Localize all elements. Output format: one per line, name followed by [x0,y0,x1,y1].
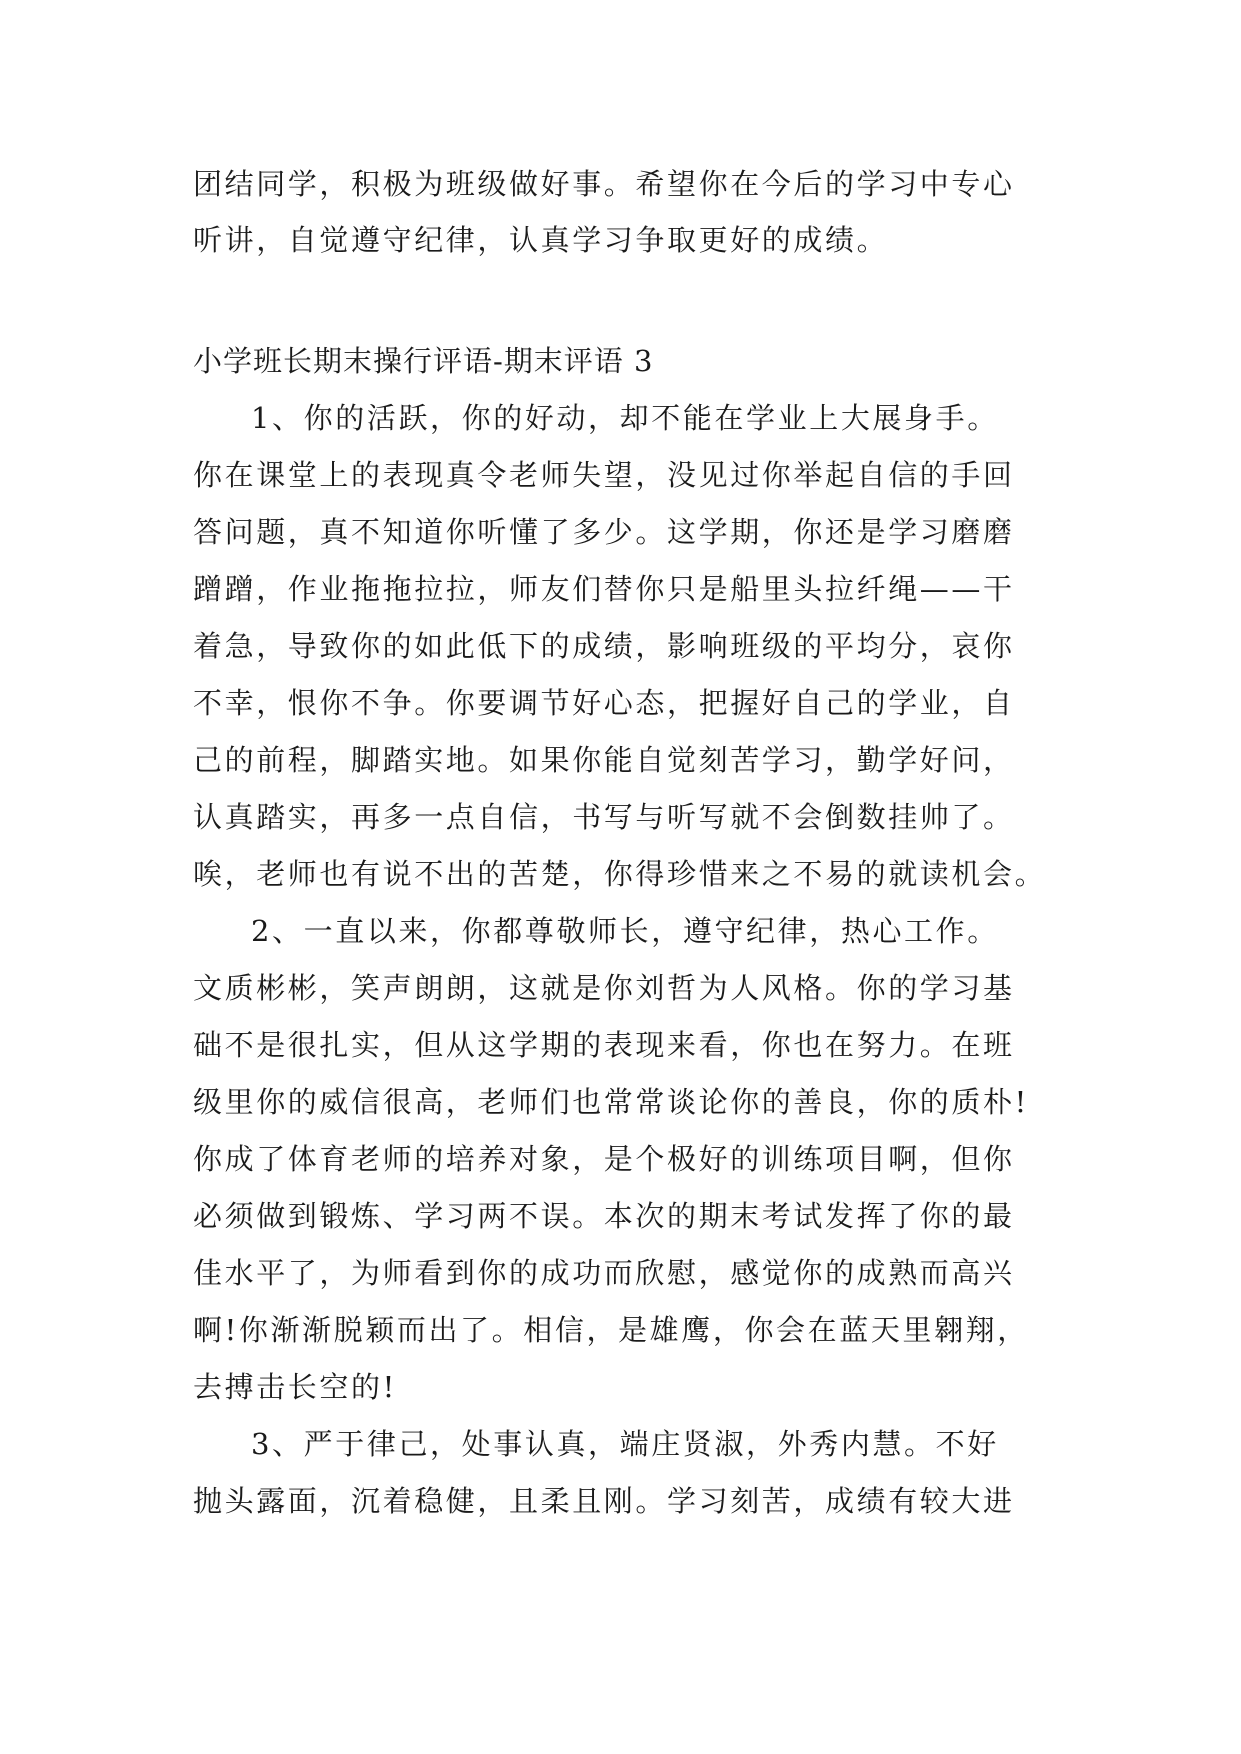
text-line: 必须做到锻炼、学习两不误。本次的期末考试发挥了你的最 [193,1199,1015,1233]
text-line: 己的前程，脚踏实地。如果你能自觉刻苦学习，勤学好问， [193,743,1015,777]
section-heading: 小学班长期末操行评语-期末评语 3 [193,344,654,378]
text-line: 抛头露面，沉着稳健，且柔且刚。学习刻苦，成绩有较大进 [193,1484,1015,1518]
text-line: 啊!你渐渐脱颖而出了。相信，是雄鹰，你会在蓝天里翱翔， [193,1313,1029,1347]
text-line: 不幸，恨你不争。你要调节好心态，把握好自己的学业，自 [193,686,1015,720]
text-line: 你成了体育老师的培养对象，是个极好的训练项目啊，但你 [193,1142,1015,1176]
paragraph-start: 2、一直以来，你都尊敬师长，遵守纪律，热心工作。 [251,914,999,948]
text-line: 答问题，真不知道你听懂了多少。这学期，你还是学习磨磨 [193,515,1015,549]
text-line: 认真踏实，再多一点自信，书写与听写就不会倒数挂帅了。 [193,800,1015,834]
text-line: 去搏击长空的! [193,1370,397,1404]
text-line: 听讲，自觉遵守纪律，认真学习争取更好的成绩。 [193,223,889,257]
text-line: 团结同学，积极为班级做好事。希望你在今后的学习中专心 [193,167,1015,201]
text-line: 佳水平了，为师看到你的成功而欣慰，感觉你的成熟而高兴 [193,1256,1015,1290]
text-line: 础不是很扎实，但从这学期的表现来看，你也在努力。在班 [193,1028,1015,1062]
text-line: 级里你的威信很高，老师们也常常谈论你的善良，你的质朴! [193,1085,1029,1119]
text-line: 文质彬彬，笑声朗朗，这就是你刘哲为人风格。你的学习基 [193,971,1015,1005]
text-line: 蹭蹭，作业拖拖拉拉，师友们替你只是船里头拉纤绳——干 [193,572,1015,606]
text-line: 你在课堂上的表现真令老师失望，没见过你举起自信的手回 [193,458,1015,492]
paragraph-start: 1、你的活跃，你的好动，却不能在学业上大展身手。 [251,401,999,435]
text-line: 着急，导致你的如此低下的成绩，影响班级的平均分，哀你 [193,629,1015,663]
paragraph-start: 3、严于律己，处事认真，端庄贤淑，外秀内慧。不好 [251,1427,999,1461]
text-line: 唉，老师也有说不出的苦楚，你得珍惜来之不易的就读机会。 [193,857,1047,891]
